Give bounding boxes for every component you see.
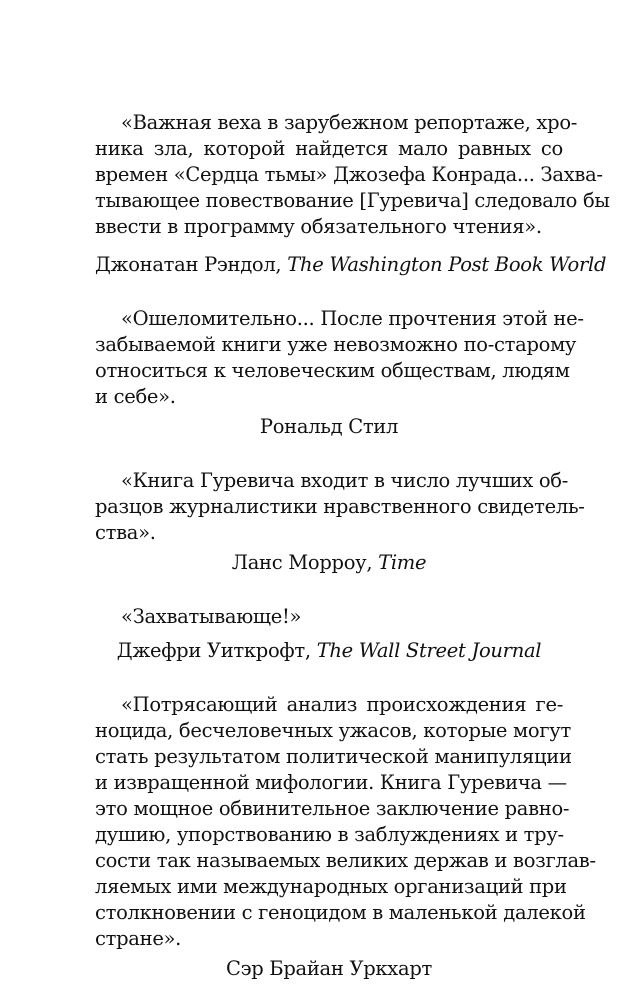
quote-line: ввести в программу обязательного чтения».	[95, 215, 542, 238]
quote-line: ляемых ими международных организаций при	[95, 875, 567, 898]
quote-line: сости так называемых великих держав и возглав-	[95, 849, 596, 872]
quote-line: «Важная веха в зарубежном репортаже, хро-	[121, 111, 578, 134]
review-attribution	[95, 252, 607, 278]
attribution-source: Time	[378, 551, 427, 574]
quote-line: и себе».	[95, 385, 176, 408]
quote-line: относиться к человеческим обществам, людям	[95, 359, 570, 382]
review-quote	[95, 604, 563, 630]
review-quote	[95, 692, 596, 952]
quote-line: «Книга Гуревича входит в число лучших об-	[121, 469, 569, 492]
review-attribution	[95, 956, 563, 982]
review-quote	[95, 306, 584, 410]
review-quote	[95, 468, 585, 546]
quote-line: ства».	[95, 521, 156, 544]
quote-line: это мощное обвинительное заключение равно-	[95, 797, 570, 820]
review-attribution	[95, 550, 563, 576]
quote-line: «Потрясающий анализ происхождения ге-	[121, 693, 563, 716]
quote-line: и извращенной мифологии. Книга Гуревича —	[95, 771, 567, 794]
attribution-author: Сэр Брайан Уркхарт	[225, 957, 433, 980]
quote-line: тывающее повествование [Гуревича] следовало бы	[95, 189, 610, 212]
blurbs-page	[95, 110, 610, 982]
spacer	[95, 664, 563, 692]
review-attribution	[95, 638, 563, 664]
quote-line: стране».	[95, 927, 182, 950]
attribution-source: The Wall Street Journal	[316, 639, 542, 662]
quote-line: столкновении с геноцидом в маленькой далекой	[95, 901, 586, 924]
attribution-author: Джефри Уиткрофт,	[116, 639, 317, 662]
spacer	[95, 576, 563, 604]
attribution-source: The Washington Post Book World	[287, 253, 607, 276]
quote-line: «Захватывающе!»	[121, 605, 302, 628]
quote-line: ноцида, бесчеловечных ужасов, которые могут	[95, 719, 571, 742]
quote-line: душию, упорствованию в заблуждениях и тру-	[95, 823, 564, 846]
quote-line: стать результатом политической манипуляции	[95, 745, 572, 768]
quote-line: забываемой книги уже невозможно по-старому	[95, 333, 577, 356]
quote-line: «Ошеломительно... После прочтения этой не-	[121, 307, 584, 330]
review-quote	[95, 110, 610, 240]
spacer	[95, 440, 563, 468]
attribution-author: Джонатан Рэндол,	[95, 253, 288, 276]
attribution-author: Рональд Стил	[259, 415, 399, 438]
quote-line: ника зла, которой найдется мало равных со	[95, 137, 563, 160]
quote-line: разцов журналистики нравственного свидетель-	[95, 495, 585, 518]
review-attribution	[95, 414, 563, 440]
spacer	[95, 278, 563, 306]
quote-line: времен «Сердца тьмы» Джозефа Конрада... Захва-	[95, 163, 603, 186]
attribution-author: Ланс Морроу,	[231, 551, 379, 574]
